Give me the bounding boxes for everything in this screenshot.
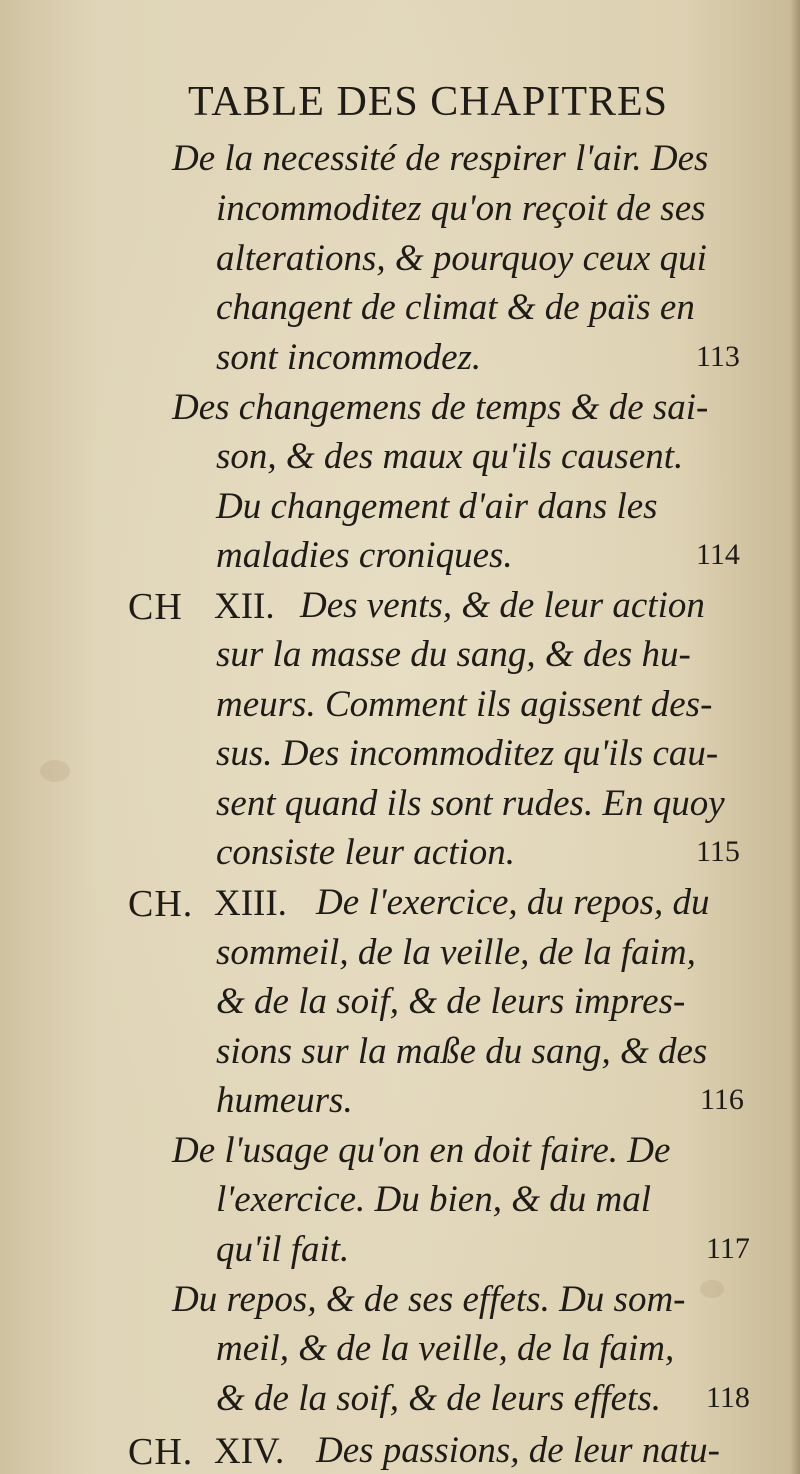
entry-line: Du repos, & de ses effets. Du som- (172, 1279, 686, 1320)
entry-line: changent de climat & de païs en (216, 287, 695, 328)
page-number: 113 (696, 340, 740, 373)
chapter-number: XIII. (214, 883, 287, 924)
page-number: 117 (706, 1232, 750, 1265)
chapter-label: CH. (128, 883, 194, 925)
entry-line: son, & des maux qu'ils causent. (216, 436, 684, 477)
entry-line: qu'il fait. (216, 1229, 350, 1270)
entry-line: De la necessité de respirer l'air. Des (172, 138, 709, 179)
page-gutter-shadow (790, 0, 800, 1474)
entry-line: De l'usage qu'on en doit faire. De (172, 1130, 671, 1171)
entry-line: incommoditez qu'on reçoit de ses (216, 188, 706, 229)
chapter-label: CH (128, 586, 183, 628)
entry-line: maladies croniques. (216, 535, 513, 576)
entry-line: sent quand ils sont rudes. En quoy (216, 783, 725, 824)
page-number: 118 (706, 1381, 750, 1414)
entry-line: & de la soif, & de leurs impres- (216, 981, 686, 1022)
running-header: TABLE DES CHAPITRES (188, 79, 668, 125)
entry-line: meil, & de la veille, de la faim, (216, 1328, 675, 1369)
entry-line: l'exercice. Du bien, & du mal (216, 1179, 651, 1220)
entry-line: alterations, & pourquoy ceux qui (216, 238, 707, 279)
entry-line: Des changemens de temps & de sai- (172, 387, 709, 428)
page-number: 115 (696, 835, 740, 868)
entry-line: De l'exercice, du repos, du (316, 882, 710, 923)
paper-stain (700, 1280, 724, 1298)
entry-line: Des passions, de leur natu- (316, 1430, 720, 1471)
entry-line: sur la masse du sang, & des hu- (216, 634, 691, 675)
entry-line: sont incommodez. (216, 337, 482, 378)
entry-line: humeurs. (216, 1080, 353, 1121)
page-number: 114 (696, 538, 740, 571)
entry-line: sommeil, de la veille, de la faim, (216, 932, 696, 973)
chapter-label: CH. (128, 1431, 194, 1473)
entry-line: sions sur la maße du sang, & des (216, 1031, 708, 1072)
entry-line: Des vents, & de leur action (300, 585, 705, 626)
paper-stain (40, 760, 70, 782)
page-number: 116 (700, 1083, 744, 1116)
chapter-number: XIV. (214, 1431, 285, 1472)
entry-line: & de la soif, & de leurs effets. (216, 1378, 661, 1419)
entry-line: sus. Des incommoditez qu'ils cau- (216, 733, 719, 774)
entry-line: meurs. Comment ils agissent des- (216, 684, 713, 725)
entry-line: consiste leur action. (216, 832, 516, 873)
chapter-number: XII. (214, 586, 275, 627)
entry-line: Du changement d'air dans les (216, 486, 658, 527)
